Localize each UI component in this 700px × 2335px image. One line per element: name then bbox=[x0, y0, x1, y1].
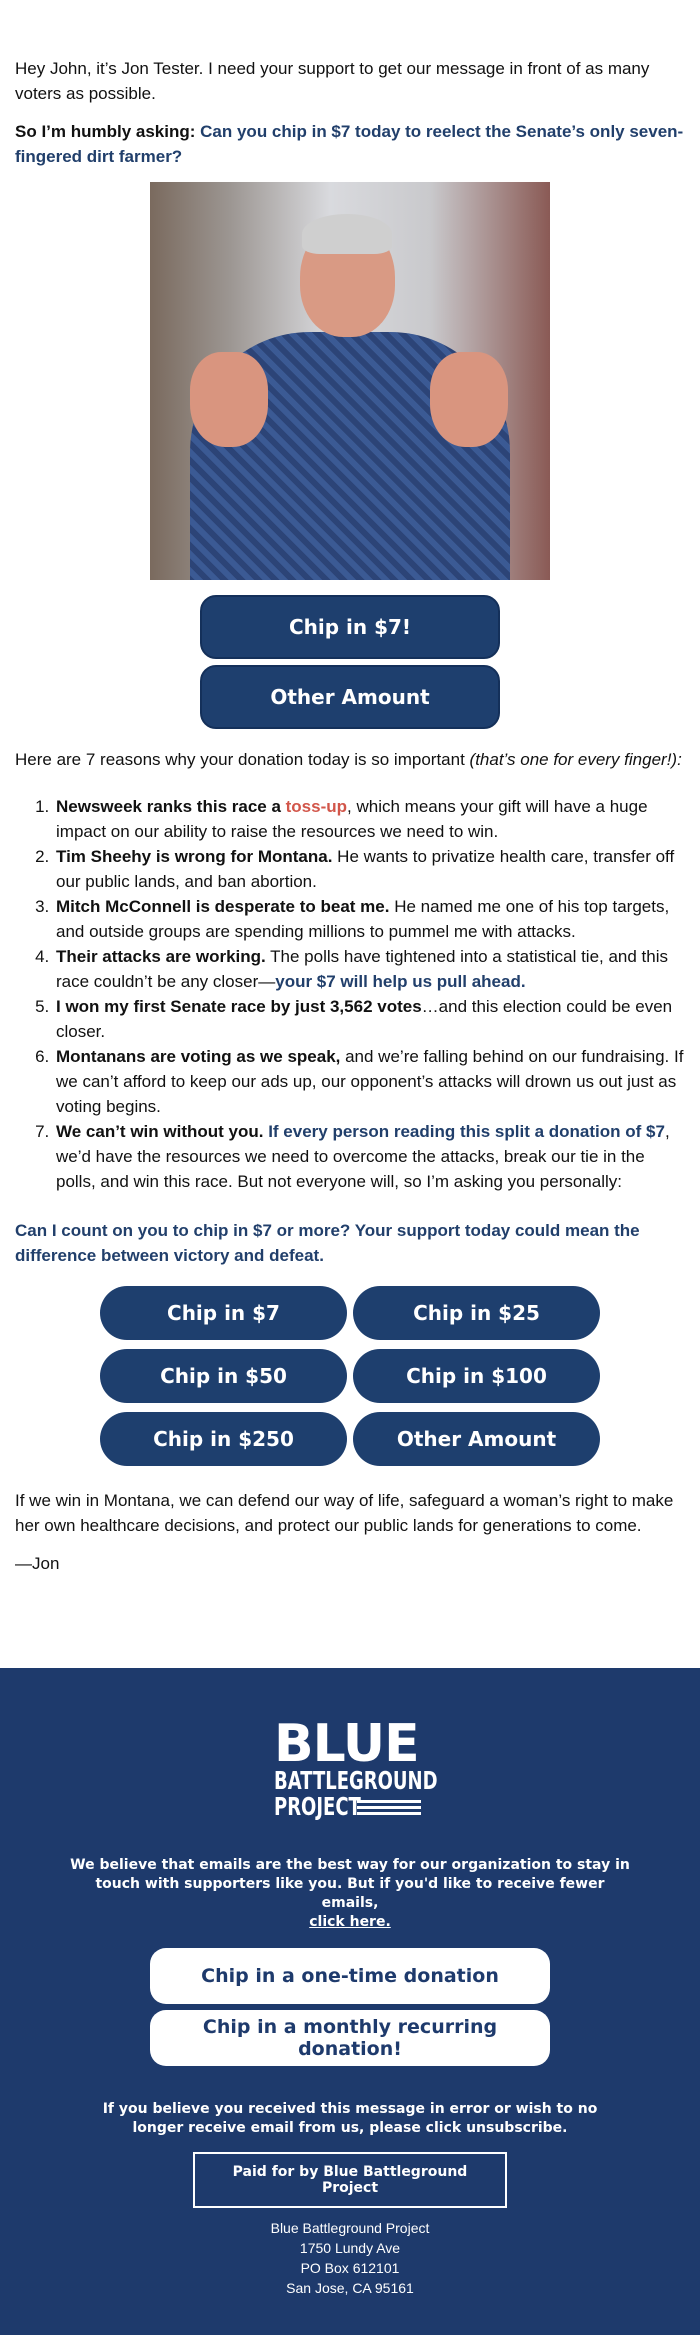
chip-in-50-button[interactable]: Chip in $50 bbox=[100, 1349, 347, 1403]
reason-bold: Montanans are voting as we speak, bbox=[56, 1047, 341, 1066]
paid-for-disclaimer: Paid for by Blue Battleground Project bbox=[193, 2152, 507, 2208]
chip-in-100-button[interactable]: Chip in $100 bbox=[353, 1349, 600, 1403]
reason-text: He named me one of his top targets, and outside groups are spending millions to pummel me with attacks. bbox=[56, 897, 670, 941]
logo-line: BLUE bbox=[274, 1714, 419, 1774]
intro-text: Hey John, it’s Jon Tester. I need your support to get our message in front of as many voters as possible. bbox=[15, 59, 650, 103]
reason-text: , we’d have the resources we need to overcome the attacks, break our tie in the polls, and win this race. But not everyone will, so I’m asking you personally: bbox=[56, 1122, 670, 1191]
signoff: —Jon bbox=[15, 1554, 60, 1573]
reason-bold: Mitch McConnell is desperate to beat me. bbox=[56, 897, 390, 916]
reason-text: …and this election could be even closer. bbox=[56, 997, 673, 1041]
fewer-emails-text bbox=[70, 1856, 630, 1932]
unsubscribe-text[interactable]: If you believe you received this message in error or wish to no longer receive email from us, please click unsubscribe. bbox=[102, 2101, 598, 2136]
reason-item bbox=[54, 1119, 685, 1194]
reason-item bbox=[54, 894, 685, 944]
ask-lead: So I’m humbly asking: bbox=[15, 122, 201, 141]
reason-text: , which means your gift will have a huge impact on our ability to raise the resources we need to win. bbox=[56, 797, 648, 841]
amount-button-grid bbox=[100, 1286, 685, 1466]
other-amount-button[interactable]: Other Amount bbox=[200, 665, 500, 729]
reason-item bbox=[54, 944, 685, 994]
reason-text: and we’re falling behind on our fundraising. If we can’t afford to keep our ads up, our opponent’s attacks will drown us out just as voting begins. bbox=[56, 1047, 684, 1116]
reason-bold: Their attacks are working. bbox=[56, 947, 266, 966]
address-line: PO Box 612101 bbox=[300, 2260, 400, 2276]
reasons-list bbox=[15, 794, 685, 1194]
toss-up-link[interactable]: toss-up bbox=[285, 797, 348, 816]
address-line: Blue Battleground Project bbox=[270, 2220, 430, 2236]
chip-in-7-button[interactable]: Chip in $7! bbox=[200, 595, 500, 659]
reasons-intro-italic: (that’s one for every finger!): bbox=[469, 750, 682, 769]
address-line: 1750 Lundy Ave bbox=[299, 2240, 401, 2256]
blue-battleground-logo bbox=[274, 1714, 438, 1821]
mailing-address bbox=[0, 2218, 700, 2298]
flag-stripes-icon bbox=[357, 1797, 421, 1818]
closing-text: If we win in Montana, we can defend our way of life, safeguard a woman’s right to make her own healthcare decisions, and protect our public lands for generations to come. bbox=[15, 1491, 674, 1535]
fewer-emails-message: We believe that emails are the best way for our organization to stay in touch with supporters like you. But if you'd like to receive fewer emails, bbox=[70, 1857, 630, 1911]
ask-highlight: Can you chip in $7 today to reelect the Senate’s only seven-fingered dirt farmer? bbox=[15, 122, 684, 166]
fewer-emails-link[interactable]: click here. bbox=[309, 1914, 391, 1930]
candidate-photo bbox=[150, 182, 550, 580]
reason-item bbox=[54, 994, 685, 1044]
reason-bold: We can’t win without you. bbox=[56, 1122, 269, 1141]
one-time-donation-button[interactable]: Chip in a one-time donation bbox=[150, 1948, 550, 2004]
reason-text: The polls have tightened into a statistical tie, and this race couldn’t be any closer— bbox=[56, 947, 669, 991]
reason-item bbox=[54, 1044, 685, 1119]
reason-bold: Newsweek ranks this race a bbox=[56, 797, 286, 816]
reasons-intro-text: Here are 7 reasons why your donation today is so important bbox=[15, 750, 470, 769]
monthly-donation-button[interactable]: Chip in a monthly recurring donation! bbox=[150, 2010, 550, 2066]
ask-paragraph bbox=[15, 119, 685, 169]
other-amount-button[interactable]: Other Amount bbox=[353, 1412, 600, 1466]
logo-line: BATTLEGROUND bbox=[274, 1766, 438, 1795]
logo-line: PROJECT bbox=[274, 1792, 361, 1821]
chip-in-7-button[interactable]: Chip in $7 bbox=[100, 1286, 347, 1340]
reason-bold: Tim Sheehy is wrong for Montana. bbox=[56, 847, 333, 866]
address-line: San Jose, CA 95161 bbox=[286, 2280, 414, 2296]
cta-heading: Can I count on you to chip in $7 or more? Your support today could mean the difference between victory and defeat. bbox=[15, 1221, 640, 1265]
reason-text: He wants to privatize health care, transfer off our public lands, and ban abortion. bbox=[56, 847, 675, 891]
chip-in-25-button[interactable]: Chip in $25 bbox=[353, 1286, 600, 1340]
reason-highlight: your $7 will help us pull ahead. bbox=[275, 972, 526, 991]
reasons-intro bbox=[15, 747, 685, 772]
reason-item bbox=[54, 794, 685, 844]
reason-highlight: If every person reading this split a donation of $7 bbox=[268, 1122, 665, 1141]
reason-bold: I won my first Senate race by just 3,562 votes bbox=[56, 997, 422, 1016]
chip-in-250-button[interactable]: Chip in $250 bbox=[100, 1412, 347, 1466]
reason-item bbox=[54, 844, 685, 894]
footer bbox=[0, 1668, 700, 2335]
